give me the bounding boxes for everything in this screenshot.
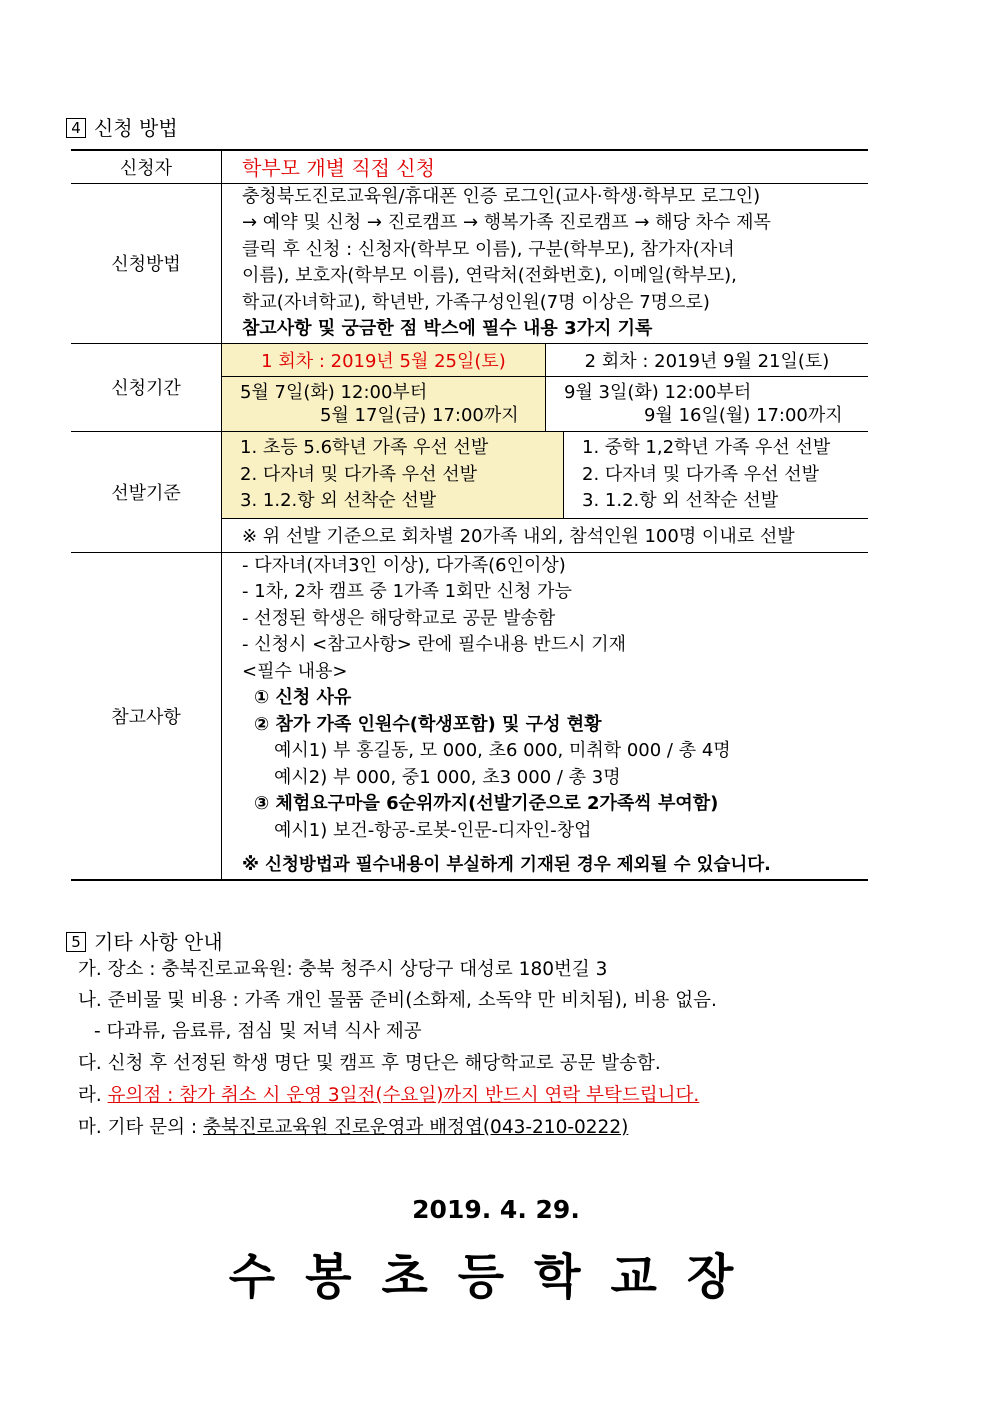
info-ra-prefix: 라.: [78, 1085, 108, 1106]
round-1-date: 1 회차 : 2019년 5월 25일(토): [222, 344, 546, 377]
method-bold-line: 참고사항 및 궁금한 점 박스에 필수 내용 3가지 기록: [242, 318, 653, 339]
criteria-r2-item-3: 3. 1.2.항 외 선착순 선발: [582, 490, 779, 511]
info-na: 나. 준비물 및 비용 : 가족 개인 물품 준비(소화제, 소독약 만 비치됨), 비용 없음.: [78, 990, 717, 1011]
row-period: [71, 343, 868, 431]
label-method: 신청방법: [71, 183, 222, 343]
note-line-3: - 선정된 학생은 해당학교로 공문 발송함: [242, 607, 556, 629]
criteria-r1-item-3: 3. 1.2.항 외 선착순 선발: [240, 490, 437, 511]
signature: 수봉초등학교장: [228, 1249, 764, 1305]
notes-content: [222, 552, 869, 880]
label-notes: 참고사항: [71, 552, 222, 880]
method-line-1: 충청북도진로교육원/휴대폰 인증 로그인(교사·학생·학부모 로그인): [242, 185, 761, 207]
round-1-to: 5월 17일(금) 17:00까지: [320, 404, 519, 426]
info-ra: [78, 1083, 699, 1109]
criteria-note: ※ 위 선발 기준으로 회차별 20가족 내외, 참석인원 100명 이내로 선발: [242, 526, 795, 548]
round-2-from: 9월 3일(화) 12:00부터: [564, 381, 752, 403]
criteria-r2-item-2: 2. 다자녀 및 다가족 우선 선발: [582, 463, 820, 485]
note-line-2: - 1차, 2차 캠프 중 1가족 1회만 신청 가능: [242, 581, 572, 602]
note-example-2: 예시2) 부 000, 중1 000, 초3 000 / 총 3명: [274, 766, 621, 788]
label-applicant: 신청자: [71, 150, 222, 183]
info-ra-notice: 유의점 : 참가 취소 시 운영 3일전(수요일)까지 반드시 연락 부탁드립니다.: [107, 1085, 700, 1106]
row-applicant: [71, 150, 868, 183]
note-line-1: - 다자녀(자녀3인 이상), 다가족(6인이상): [242, 554, 566, 576]
criteria-r1-item-2: 2. 다자녀 및 다가족 우선 선발: [240, 463, 478, 485]
round-2-period: [546, 377, 869, 431]
round-2-to: 9월 16일(월) 17:00까지: [644, 404, 843, 426]
period-content: [222, 343, 869, 431]
note-example-1: 예시1) 부 홍길동, 모 000, 초6 000, 미취학 000 / 총 4명: [274, 740, 731, 761]
section-5-heading: [66, 926, 223, 955]
criteria-round-2: [564, 432, 869, 519]
info-ga: 가. 장소 : 충북진로교육원: 충북 청주시 상당구 대성로 180번길 3: [78, 959, 608, 980]
method-content: [222, 183, 869, 343]
criteria-r1-item-1: 1. 초등 5.6학년 가족 우선 선발: [240, 437, 489, 458]
criteria-content: [222, 431, 869, 552]
note-required-heading: <필수 내용>: [242, 660, 348, 682]
application-table: [71, 149, 868, 881]
method-line-5: 학교(자녀학교), 학년반, 가족구성인원(7명 이상은 7명으로): [242, 291, 710, 313]
note-required-3: ③ 체험요구마을 6순위까지(선발기준으로 2가족씩 부여함): [254, 793, 719, 814]
info-na-sub: - 다과류, 음료류, 점심 및 저녁 식사 제공: [94, 1021, 422, 1042]
info-da: 다. 신청 후 선정된 학생 명단 및 캠프 후 명단은 해당학교로 공문 발송함.: [78, 1053, 661, 1074]
section-4-title: 신청 방법: [94, 116, 178, 140]
criteria-round-1: [222, 432, 564, 519]
criteria-r2-item-1: 1. 중학 1,2학년 가족 우선 선발: [582, 437, 831, 458]
label-period: 신청기간: [71, 343, 222, 431]
row-notes: [71, 552, 868, 880]
section-5-title: 기타 사항 안내: [94, 930, 223, 954]
row-method: [71, 183, 868, 343]
section-number-box: 4: [66, 118, 86, 138]
note-required-1: ① 신청 사유: [254, 687, 352, 708]
info-ma-prefix: 마. 기타 문의 :: [78, 1117, 203, 1138]
label-criteria: 선발기준: [71, 431, 222, 552]
value-applicant: 학부모 개별 직접 신청: [222, 150, 869, 183]
section-number-box: 5: [66, 932, 86, 952]
info-ma: [78, 1115, 628, 1141]
section-4-heading: [66, 112, 178, 141]
method-line-2: → 예약 및 신청 → 진로캠프 → 행복가족 진로캠프 → 해당 차수 제목: [242, 212, 771, 233]
note-warning: ※ 신청방법과 필수내용이 부실하게 기재된 경우 제외될 수 있습니다.: [242, 855, 771, 875]
note-required-2: ② 참가 가족 인원수(학생포함) 및 구성 현황: [254, 713, 602, 735]
round-1-period: [222, 377, 546, 431]
row-criteria: [71, 431, 868, 552]
note-line-4: - 신청시 <참고사항> 란에 필수내용 반드시 기재: [242, 634, 626, 655]
method-line-3: 클릭 후 신청 : 신청자(학부모 이름), 구분(학부모), 참가자(자녀: [242, 238, 735, 260]
method-line-4: 이름), 보호자(학부모 이름), 연락처(전화번호), 이메일(학부모),: [242, 265, 737, 286]
round-2-date: 2 회차 : 2019년 9월 21일(토): [546, 344, 869, 377]
document-date: 2019. 4. 29.: [412, 1195, 580, 1224]
round-1-from: 5월 7일(화) 12:00부터: [240, 381, 428, 403]
info-ma-contact: 충북진로교육원 진로운영과 배정엽(043-210-0222): [203, 1117, 629, 1138]
note-example-3: 예시1) 보건-항공-로봇-인문-디자인-창업: [274, 819, 592, 841]
